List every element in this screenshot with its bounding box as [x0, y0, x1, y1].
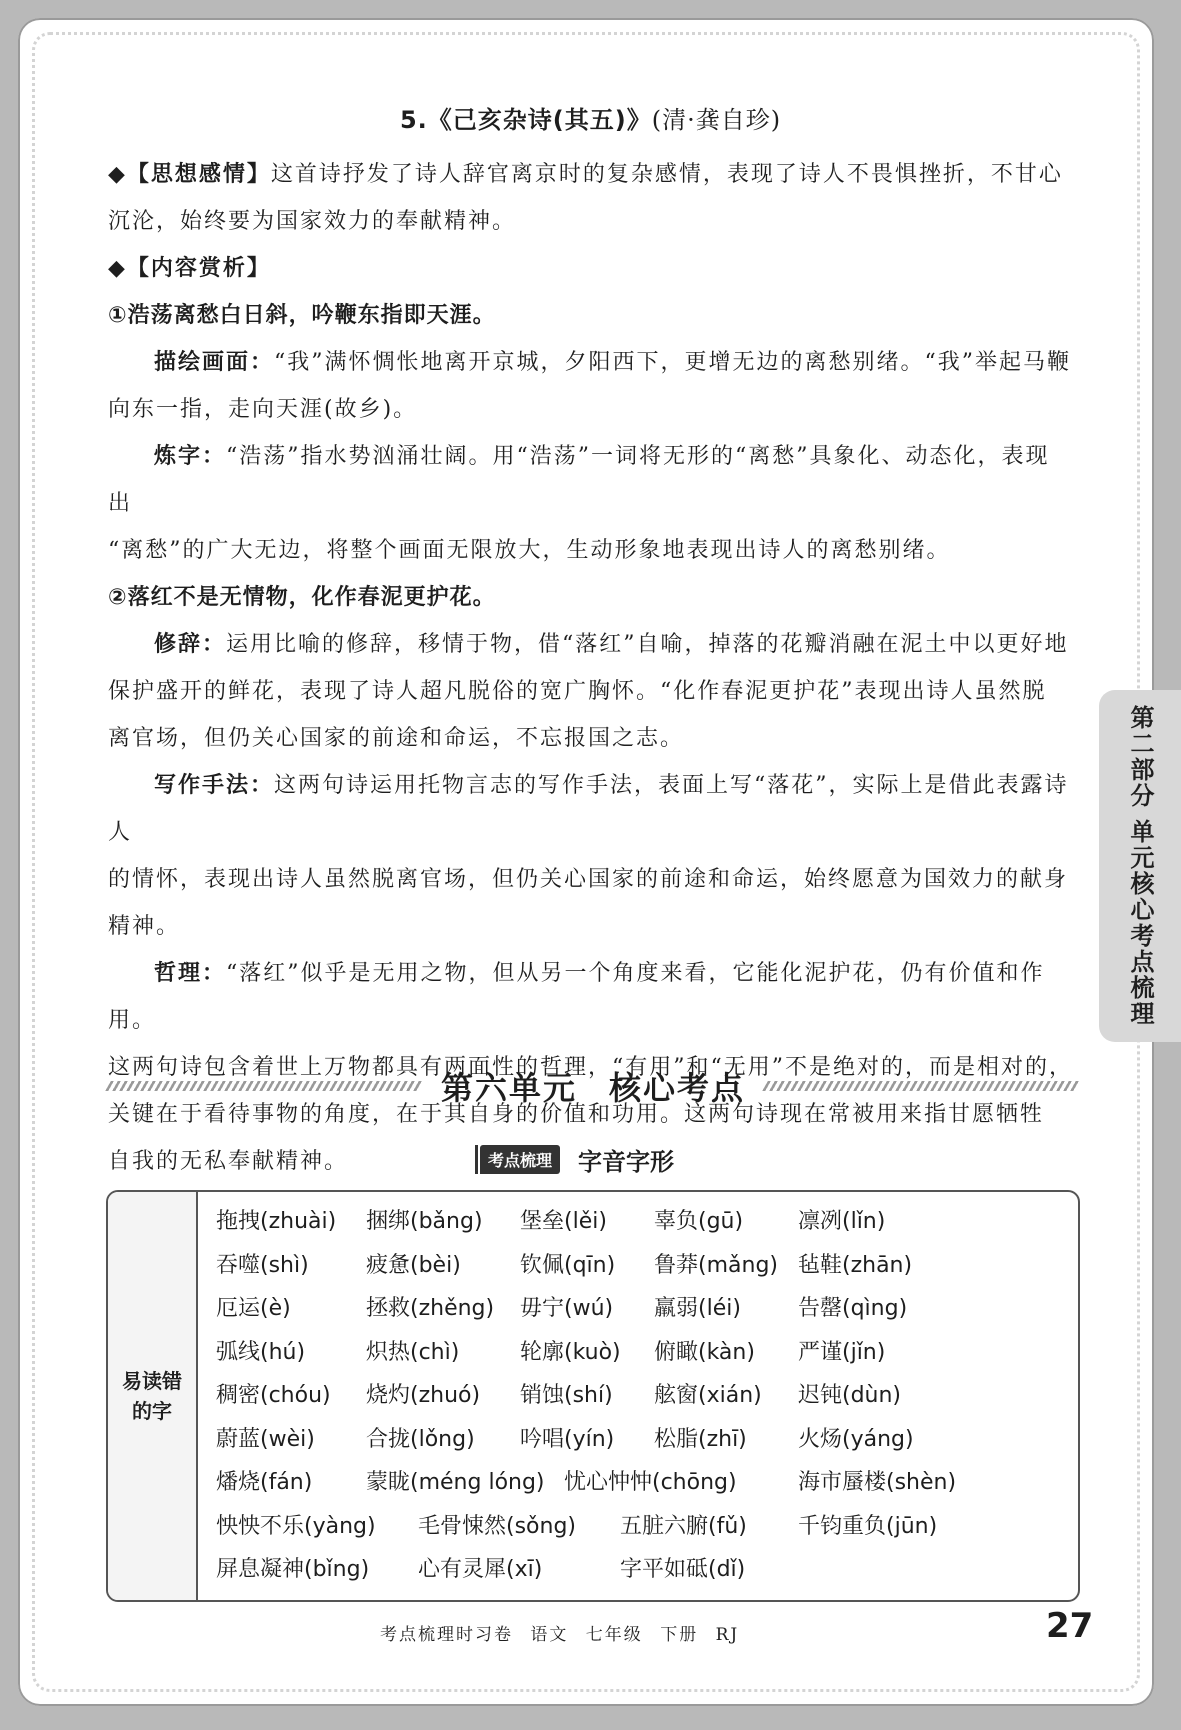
term-item: 舷窗(xián) [654, 1383, 762, 1408]
term-item: 疲惫(bèi) [366, 1252, 461, 1278]
paragraph-line: 修辞：运用比喻的修辞，移情于物，借“落红”自喻，掉落的花瓣消融在泥土中以更好地 [154, 632, 1069, 657]
poem-title-author: (清·龚自珍) [651, 106, 782, 134]
term-item: 销蚀(shí) [520, 1383, 613, 1408]
term-item: 心有灵犀(xī) [418, 1557, 543, 1582]
page-number: 27 [1046, 1606, 1094, 1646]
unit-heading [108, 1060, 1078, 1112]
section-chip: 考点梳理 [480, 1145, 560, 1174]
divider-left [105, 1081, 424, 1091]
term-item: 钦佩(qīn) [520, 1252, 616, 1278]
term-item: 捆绑(bǎng) [366, 1209, 483, 1234]
term-item: 炽热(chì) [366, 1339, 460, 1365]
term-item: 辜负(gū) [654, 1209, 744, 1234]
paragraph-line: ◆【思想感情】这首诗抒发了诗人辞官离京时的复杂感情，表现了诗人不畏惧挫折，不甘心 [108, 162, 1063, 187]
paragraph-line: 写作手法：这两句诗运用托物言志的写作手法，表面上写“落花”，实际上是借此表露诗人 [108, 773, 1069, 845]
pronunciation-table [106, 1190, 1080, 1602]
divider-right [762, 1081, 1081, 1091]
term-item: 告罄(qìng) [798, 1296, 908, 1321]
term-grid [198, 1192, 1078, 1600]
unit-title: 第六单元 核心考点 [440, 1069, 746, 1107]
term-item: 迟钝(dùn) [798, 1383, 902, 1408]
term-item: 屏息凝神(bǐng) [216, 1557, 370, 1582]
term-item: 怏怏不乐(yàng) [216, 1513, 376, 1539]
table-header: 易读错 的字 [108, 1192, 198, 1600]
term-item: 弧线(hú) [216, 1339, 306, 1365]
term-item: 稠密(chóu) [216, 1383, 331, 1408]
term-item: 蒙眬(méng lóng) [366, 1470, 545, 1495]
term-item: 堡垒(lěi) [520, 1209, 607, 1234]
term-item: 海市蜃楼(shèn) [798, 1470, 957, 1495]
term-item: 拖拽(zhuài) [216, 1209, 337, 1234]
term-item: 轮廓(kuò) [520, 1339, 621, 1365]
term-item: 字平如砥(dǐ) [620, 1557, 746, 1582]
paragraph-line: 离官场，但仍关心国家的前途和命运，不忘报国之志。 [108, 726, 685, 751]
term-item: 蔚蓝(wèi) [216, 1426, 315, 1452]
poem-title [108, 100, 1073, 135]
paragraph-line: 自我的无私奉献精神。 [108, 1149, 349, 1174]
term-item: 忧心忡忡(chōng) [564, 1470, 737, 1495]
paragraph-line: 哲理：“落红”似乎是无用之物，但从另一个角度来看，它能化泥护花，仍有价值和作用。 [108, 961, 1045, 1033]
paragraph-line: 保护盛开的鲜花，表现了诗人超凡脱俗的宽广胸怀。“化作春泥更护花”表现出诗人虽然脱 [108, 679, 1047, 704]
term-item: 严谨(jǐn) [798, 1339, 886, 1365]
term-item: 拯救(zhěng) [366, 1296, 495, 1321]
term-item: 厄运(è) [216, 1296, 291, 1321]
poem-title-name: 5.《己亥杂诗(其五)》 [399, 106, 652, 134]
term-item: 吞噬(shì) [216, 1252, 309, 1278]
side-tab-label: 单元核心考点梳理 [1126, 819, 1154, 1027]
term-item: 吟唱(yín) [520, 1426, 615, 1452]
paragraph-line: 精神。 [108, 914, 181, 939]
term-item: 毛骨悚然(sǒng) [418, 1513, 576, 1539]
term-item: 松脂(zhī) [654, 1426, 747, 1452]
term-item: 羸弱(léi) [654, 1296, 741, 1321]
term-item: 火炀(yáng) [798, 1426, 914, 1452]
term-item: 毡鞋(zhān) [798, 1252, 913, 1278]
paragraph-line: 的情怀，表现出诗人虽然脱离官场，但仍关心国家的前途和命运，始终愿意为国效力的献身 [108, 867, 1069, 892]
verse-heading: ②落红不是无情物，化作春泥更护花。 [108, 585, 496, 610]
verse-heading: ①浩荡离愁白日斜，吟鞭东指即天涯。 [108, 303, 496, 328]
paragraph-line: 关键在于看待事物的角度，在于其自身的价值和功用。这两句诗现在常被用来指甘愿牺牲 [108, 1102, 1045, 1127]
term-item: 千钧重负(jūn) [798, 1513, 938, 1539]
paragraph-line: 炼字：“浩荡”指水势汹涌壮阔。用“浩荡”一词将无形的“离愁”具象化、动态化，表现出 [108, 444, 1050, 516]
paragraph-line: ◆【内容赏析】 [108, 256, 271, 281]
term-item: 鲁莽(mǎng) [654, 1252, 778, 1278]
poem-analysis [108, 100, 1073, 1185]
term-item: 毋宁(wú) [520, 1296, 614, 1321]
paragraph-line: 向东一指，走向天涯(故乡)。 [108, 397, 418, 422]
paragraph-line: 沉沦，始终要为国家效力的奉献精神。 [108, 209, 517, 234]
side-tab-part: 第二部分 [1126, 705, 1154, 809]
paragraph-line: 这两句诗包含着世上万物都具有两面性的哲理，“有用”和“无用”不是绝对的，而是相对的， [108, 1055, 1073, 1080]
term-item: 烧灼(zhuó) [366, 1383, 481, 1408]
term-item: 合拢(lǒng) [366, 1426, 475, 1452]
paragraph-line: “离愁”的广大无边，将整个画面无限放大，生动形象地表现出诗人的离愁别绪。 [108, 538, 951, 563]
footer: 考点梳理时习卷 语文 七年级 下册 RJ [380, 1625, 740, 1645]
side-tab [1099, 690, 1181, 1042]
term-item: 俯瞰(kàn) [654, 1339, 755, 1365]
term-item: 五脏六腑(fǔ) [620, 1513, 747, 1539]
section-label [480, 1142, 674, 1177]
term-item: 凛冽(lǐn) [798, 1209, 886, 1234]
term-item: 燔烧(fán) [216, 1470, 313, 1495]
paragraph-line: 描绘画面：“我”满怀惆怅地离开京城，夕阳西下，更增无边的离愁别绪。“我”举起马鞭 [154, 350, 1072, 375]
section-name: 字音字形 [578, 1148, 675, 1176]
